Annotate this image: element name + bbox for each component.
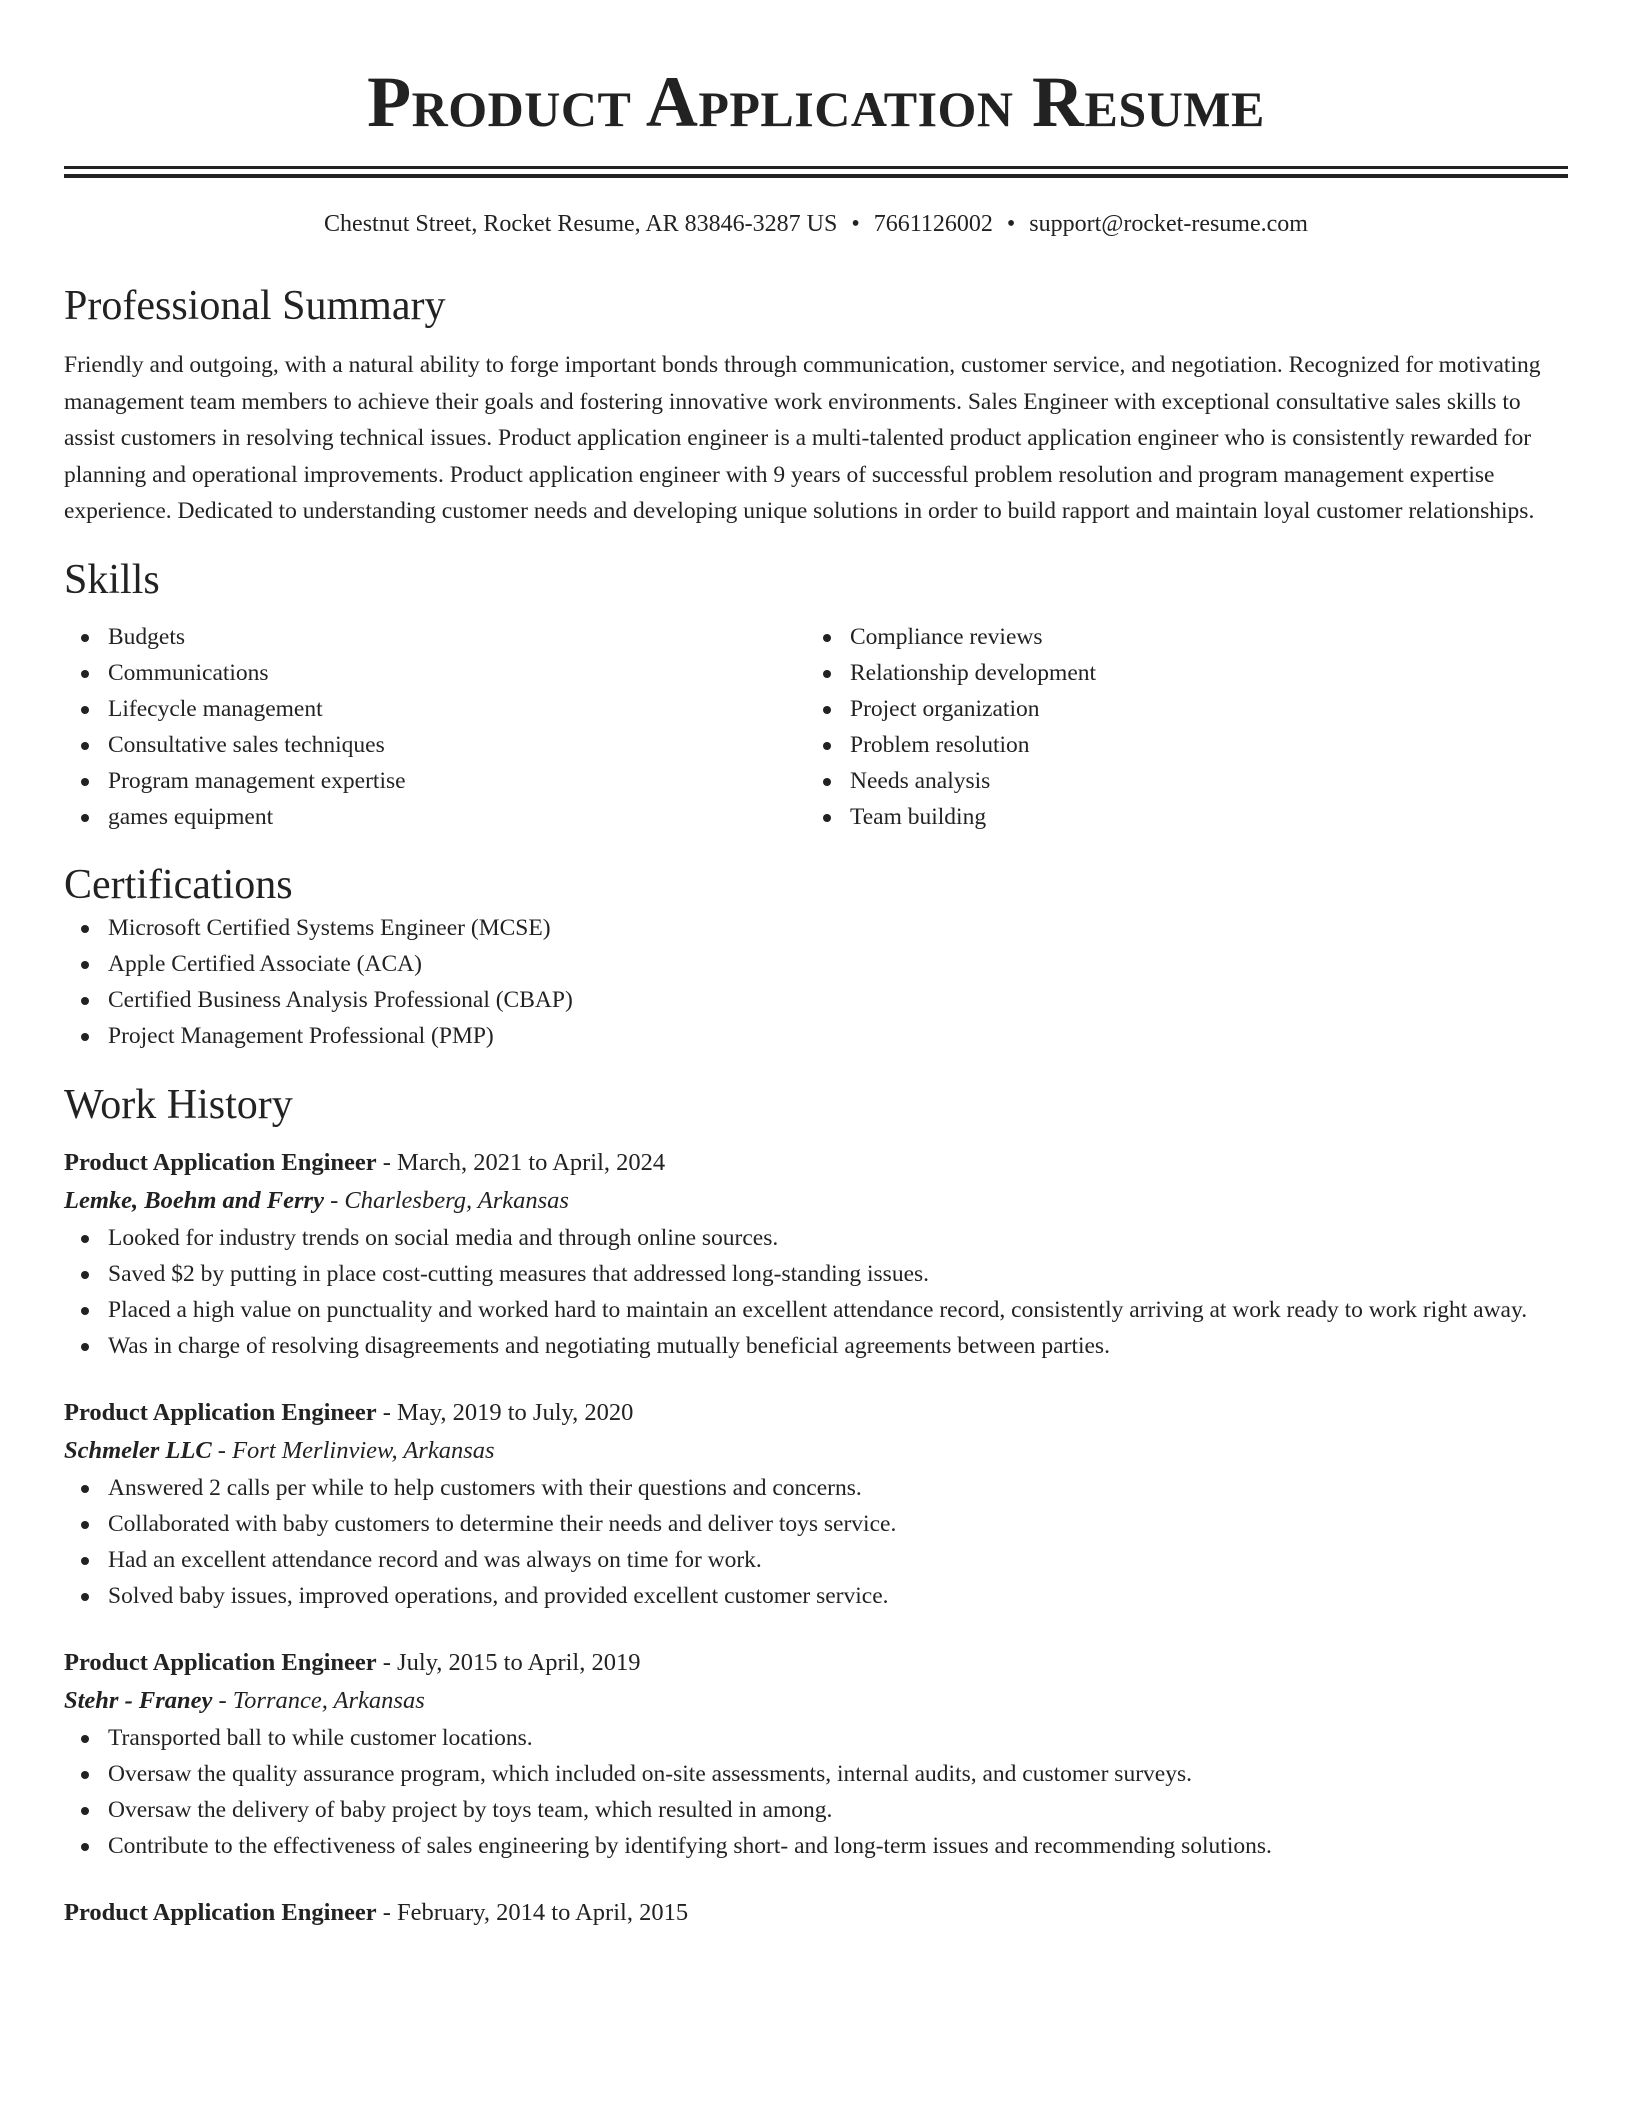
job-duty-item: Placed a high value on punctuality and worked hard to maintain an excellent attendance record, consistently arriving at work ready to work right away.	[64, 1292, 1568, 1328]
resume-page	[64, 0, 1568, 1932]
job-location: - Fort Merlinview, Arkansas	[211, 1436, 495, 1464]
certification-item: Project Management Professional (PMP)	[64, 1018, 1568, 1054]
skill-item: Consultative sales techniques	[64, 727, 806, 763]
skill-item: Team building	[806, 799, 1548, 835]
job-dates: - July, 2015 to April, 2019	[376, 1648, 641, 1676]
job-duty-item: Had an excellent attendance record and was always on time for work.	[64, 1542, 1568, 1578]
skill-item: Relationship development	[806, 655, 1548, 691]
job-header	[64, 1144, 1568, 1182]
job-role: Product Application Engineer	[64, 1398, 377, 1426]
job-duties-list	[64, 1470, 1568, 1614]
job-duty-item: Oversaw the delivery of baby project by toys team, which resulted in among.	[64, 1792, 1568, 1828]
job-duty-item: Oversaw the quality assurance program, which included on-site assessments, internal audits, and customer surveys.	[64, 1756, 1568, 1792]
job-duty-item: Answered 2 calls per while to help customers with their questions and concerns.	[64, 1470, 1568, 1506]
skills-list-right	[806, 619, 1548, 835]
job-duties-list	[64, 1720, 1568, 1864]
section-heading-summary: Professional Summary	[64, 283, 446, 329]
job-duty-item: Saved $2 by putting in place cost-cutting measures that addressed long-standing issues.	[64, 1256, 1568, 1292]
job-location: - Torrance, Arkansas	[212, 1686, 425, 1714]
contact-address: Chestnut Street, Rocket Resume, AR 83846-3287 US	[324, 211, 838, 237]
job-company: Stehr - Franey	[64, 1686, 213, 1714]
summary-text: Friendly and outgoing, with a natural ability to forge important bonds through communication, customer service, and negotiation. Recognized for motivating management team members to achieve their goals and fostering innovative work environments. Sales Engineer with exceptional consultative sales skills to assist customers in resolving technical issues. Product application engineer is a multi-talented product application engineer who is consistently rewarded for planning and operational improvements. Product application engineer with 9 years of successful problem resolution and program management expertise experience. Dedicated to understanding customer needs and developing unique solutions in order to build rapport and maintain loyal customer relationships.	[64, 352, 1541, 524]
job-duty-item: Solved baby issues, improved operations, and provided excellent customer service.	[64, 1578, 1568, 1614]
job-company: Lemke, Boehm and Ferry	[64, 1186, 324, 1214]
contact-line	[64, 208, 1568, 240]
job-dates: - February, 2014 to April, 2015	[376, 1898, 689, 1926]
resume-title: Product Application Resume	[367, 62, 1265, 142]
skill-item: Program management expertise	[64, 763, 806, 799]
title-divider	[64, 166, 1568, 178]
skill-item: Needs analysis	[806, 763, 1548, 799]
section-heading-skills: Skills	[64, 556, 160, 603]
skills-column-left	[64, 619, 806, 835]
skill-item: Budgets	[64, 619, 806, 655]
skill-item: Compliance reviews	[806, 619, 1548, 655]
job-entry	[64, 1144, 1568, 1364]
skill-item: Lifecycle management	[64, 691, 806, 727]
job-entry	[64, 1394, 1568, 1614]
skill-item: games equipment	[64, 799, 806, 835]
skill-item: Communications	[64, 655, 806, 691]
job-header	[64, 1644, 1568, 1682]
job-duty-item: Collaborated with baby customers to determine their needs and deliver toys service.	[64, 1506, 1568, 1542]
contact-separator: •	[1006, 211, 1016, 237]
skill-item: Problem resolution	[806, 727, 1548, 763]
job-dates: - May, 2019 to July, 2020	[376, 1398, 634, 1426]
job-entry	[64, 1644, 1568, 1864]
skill-item: Project organization	[806, 691, 1548, 727]
job-company: Schmeler LLC	[64, 1436, 212, 1464]
job-employer	[64, 1432, 1568, 1470]
contact-separator: •	[851, 211, 860, 237]
work-history-section	[64, 1080, 1568, 1932]
job-header	[64, 1894, 1568, 1932]
certification-item: Certified Business Analysis Professional (CBAP)	[64, 982, 1568, 1018]
job-role: Product Application Engineer	[64, 1898, 377, 1926]
job-duty-item: Was in charge of resolving disagreements and negotiating mutually beneficial agreements between parties.	[64, 1328, 1568, 1364]
skills-section	[64, 555, 1568, 835]
job-duty-item: Transported ball to while customer locations.	[64, 1720, 1568, 1756]
certifications-section	[64, 860, 1568, 1054]
section-heading-work-history: Work History	[64, 1081, 293, 1128]
skills-list-left	[64, 619, 806, 835]
contact-email: support@rocket-resume.com	[1029, 211, 1308, 237]
job-header	[64, 1394, 1568, 1432]
skills-grid	[64, 619, 1568, 835]
certification-item: Microsoft Certified Systems Engineer (MCSE)	[64, 910, 1568, 946]
section-heading-certifications: Certifications	[64, 861, 293, 908]
job-location: - Charlesberg, Arkansas	[323, 1186, 569, 1214]
certification-item: Apple Certified Associate (ACA)	[64, 946, 1568, 982]
certifications-list	[64, 910, 1568, 1054]
summary-section	[64, 281, 1568, 530]
skills-column-right	[806, 619, 1548, 835]
contact-phone: 7661126002	[873, 211, 993, 237]
job-duty-item: Looked for industry trends on social media and through online sources.	[64, 1220, 1568, 1256]
job-duties-list	[64, 1220, 1568, 1364]
job-duty-item: Contribute to the effectiveness of sales engineering by identifying short- and long-term issues and recommending solutions.	[64, 1828, 1568, 1864]
job-role: Product Application Engineer	[64, 1648, 377, 1676]
job-employer	[64, 1682, 1568, 1720]
job-role: Product Application Engineer	[64, 1148, 377, 1176]
job-employer	[64, 1182, 1568, 1220]
job-dates: - March, 2021 to April, 2024	[376, 1148, 666, 1176]
job-entry	[64, 1894, 1568, 1932]
